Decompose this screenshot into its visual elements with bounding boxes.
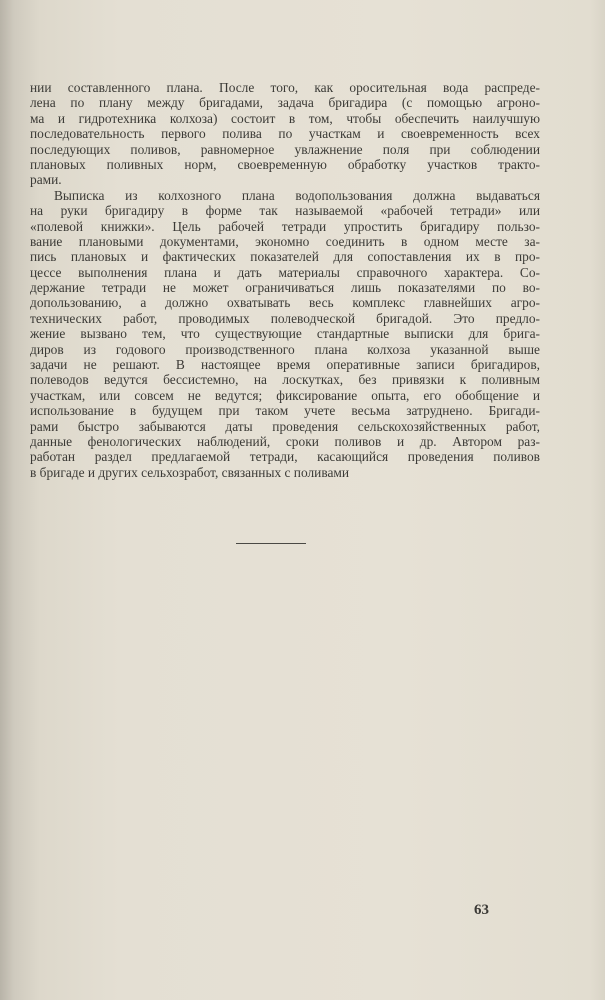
text-line: данные фенологических наблюдений, сроки поливов и др. Автором раз-	[30, 433, 540, 449]
section-divider	[236, 543, 306, 544]
text-line: последующих поливов, равномерное увлажнение поля при соблюдении	[30, 141, 540, 157]
text-line: диров из годового производственного плана колхоза указанной выше	[30, 341, 540, 357]
text-line: рами быстро забываются даты проведения сельскохозяйственных работ,	[30, 418, 540, 434]
text-line: работан раздел предлагаемой тетради, касающийся проведения поливов	[30, 449, 540, 465]
text-line: держание тетради не может ограничиваться лишь показателями по во-	[30, 280, 540, 296]
page-number: 63	[474, 902, 489, 918]
text-line: участкам, или совсем не ведутся; фиксирование опыта, его обобщение и	[30, 387, 540, 403]
text-line: рами.	[30, 172, 62, 188]
text-line: жение вызвано тем, что существующие стандартные выписки для брига-	[30, 326, 540, 342]
body-text	[30, 80, 540, 480]
text-line: Выписка из колхозного плана водопользования должна выдаваться	[54, 187, 540, 203]
text-line: полеводов ведутся бессистемно, на лоскутках, без привязки к поливным	[30, 372, 540, 388]
text-line: на руки бригадиру в форме так называемой «рабочей тетради» или	[30, 203, 540, 219]
text-line: ма и гидротехника колхоза) состоит в том, чтобы обеспечить наилучшую	[30, 110, 540, 126]
text-line: пись плановых и фактических показателей для сопоставления их в про-	[30, 249, 540, 265]
text-line: использование в будущем при таком учете весьма затруднено. Бригади-	[30, 403, 540, 419]
text-line: задачи не решают. В настоящее время оперативные записи бригадиров,	[30, 357, 540, 373]
text-line: «полевой книжки». Цель рабочей тетради упростить бригадиру пользо-	[30, 218, 540, 234]
text-line: последовательность первого полива по участкам и своевременность всех	[30, 126, 540, 142]
text-line: в бригаде и других сельхозработ, связанных с поливами	[30, 464, 350, 480]
text-line: нии составленного плана. После того, как оросительная вода распреде-	[30, 80, 540, 95]
text-line: плановых поливных норм, своевременную обработку участков тракто-	[30, 156, 540, 172]
text-line: вание плановыми документами, экономно соединить в одном месте за-	[30, 233, 540, 249]
text-line: лена по плану между бригадами, задача бригадира (с помощью агроно-	[30, 95, 540, 111]
text-line: технических работ, проводимых полеводческой бригадой. Это предло-	[30, 310, 540, 326]
text-line: допользованию, а должно охватывать весь комплекс главнейших агро-	[30, 295, 540, 311]
text-line: цессе выполнения плана и дать материалы справочного характера. Со-	[30, 264, 540, 280]
